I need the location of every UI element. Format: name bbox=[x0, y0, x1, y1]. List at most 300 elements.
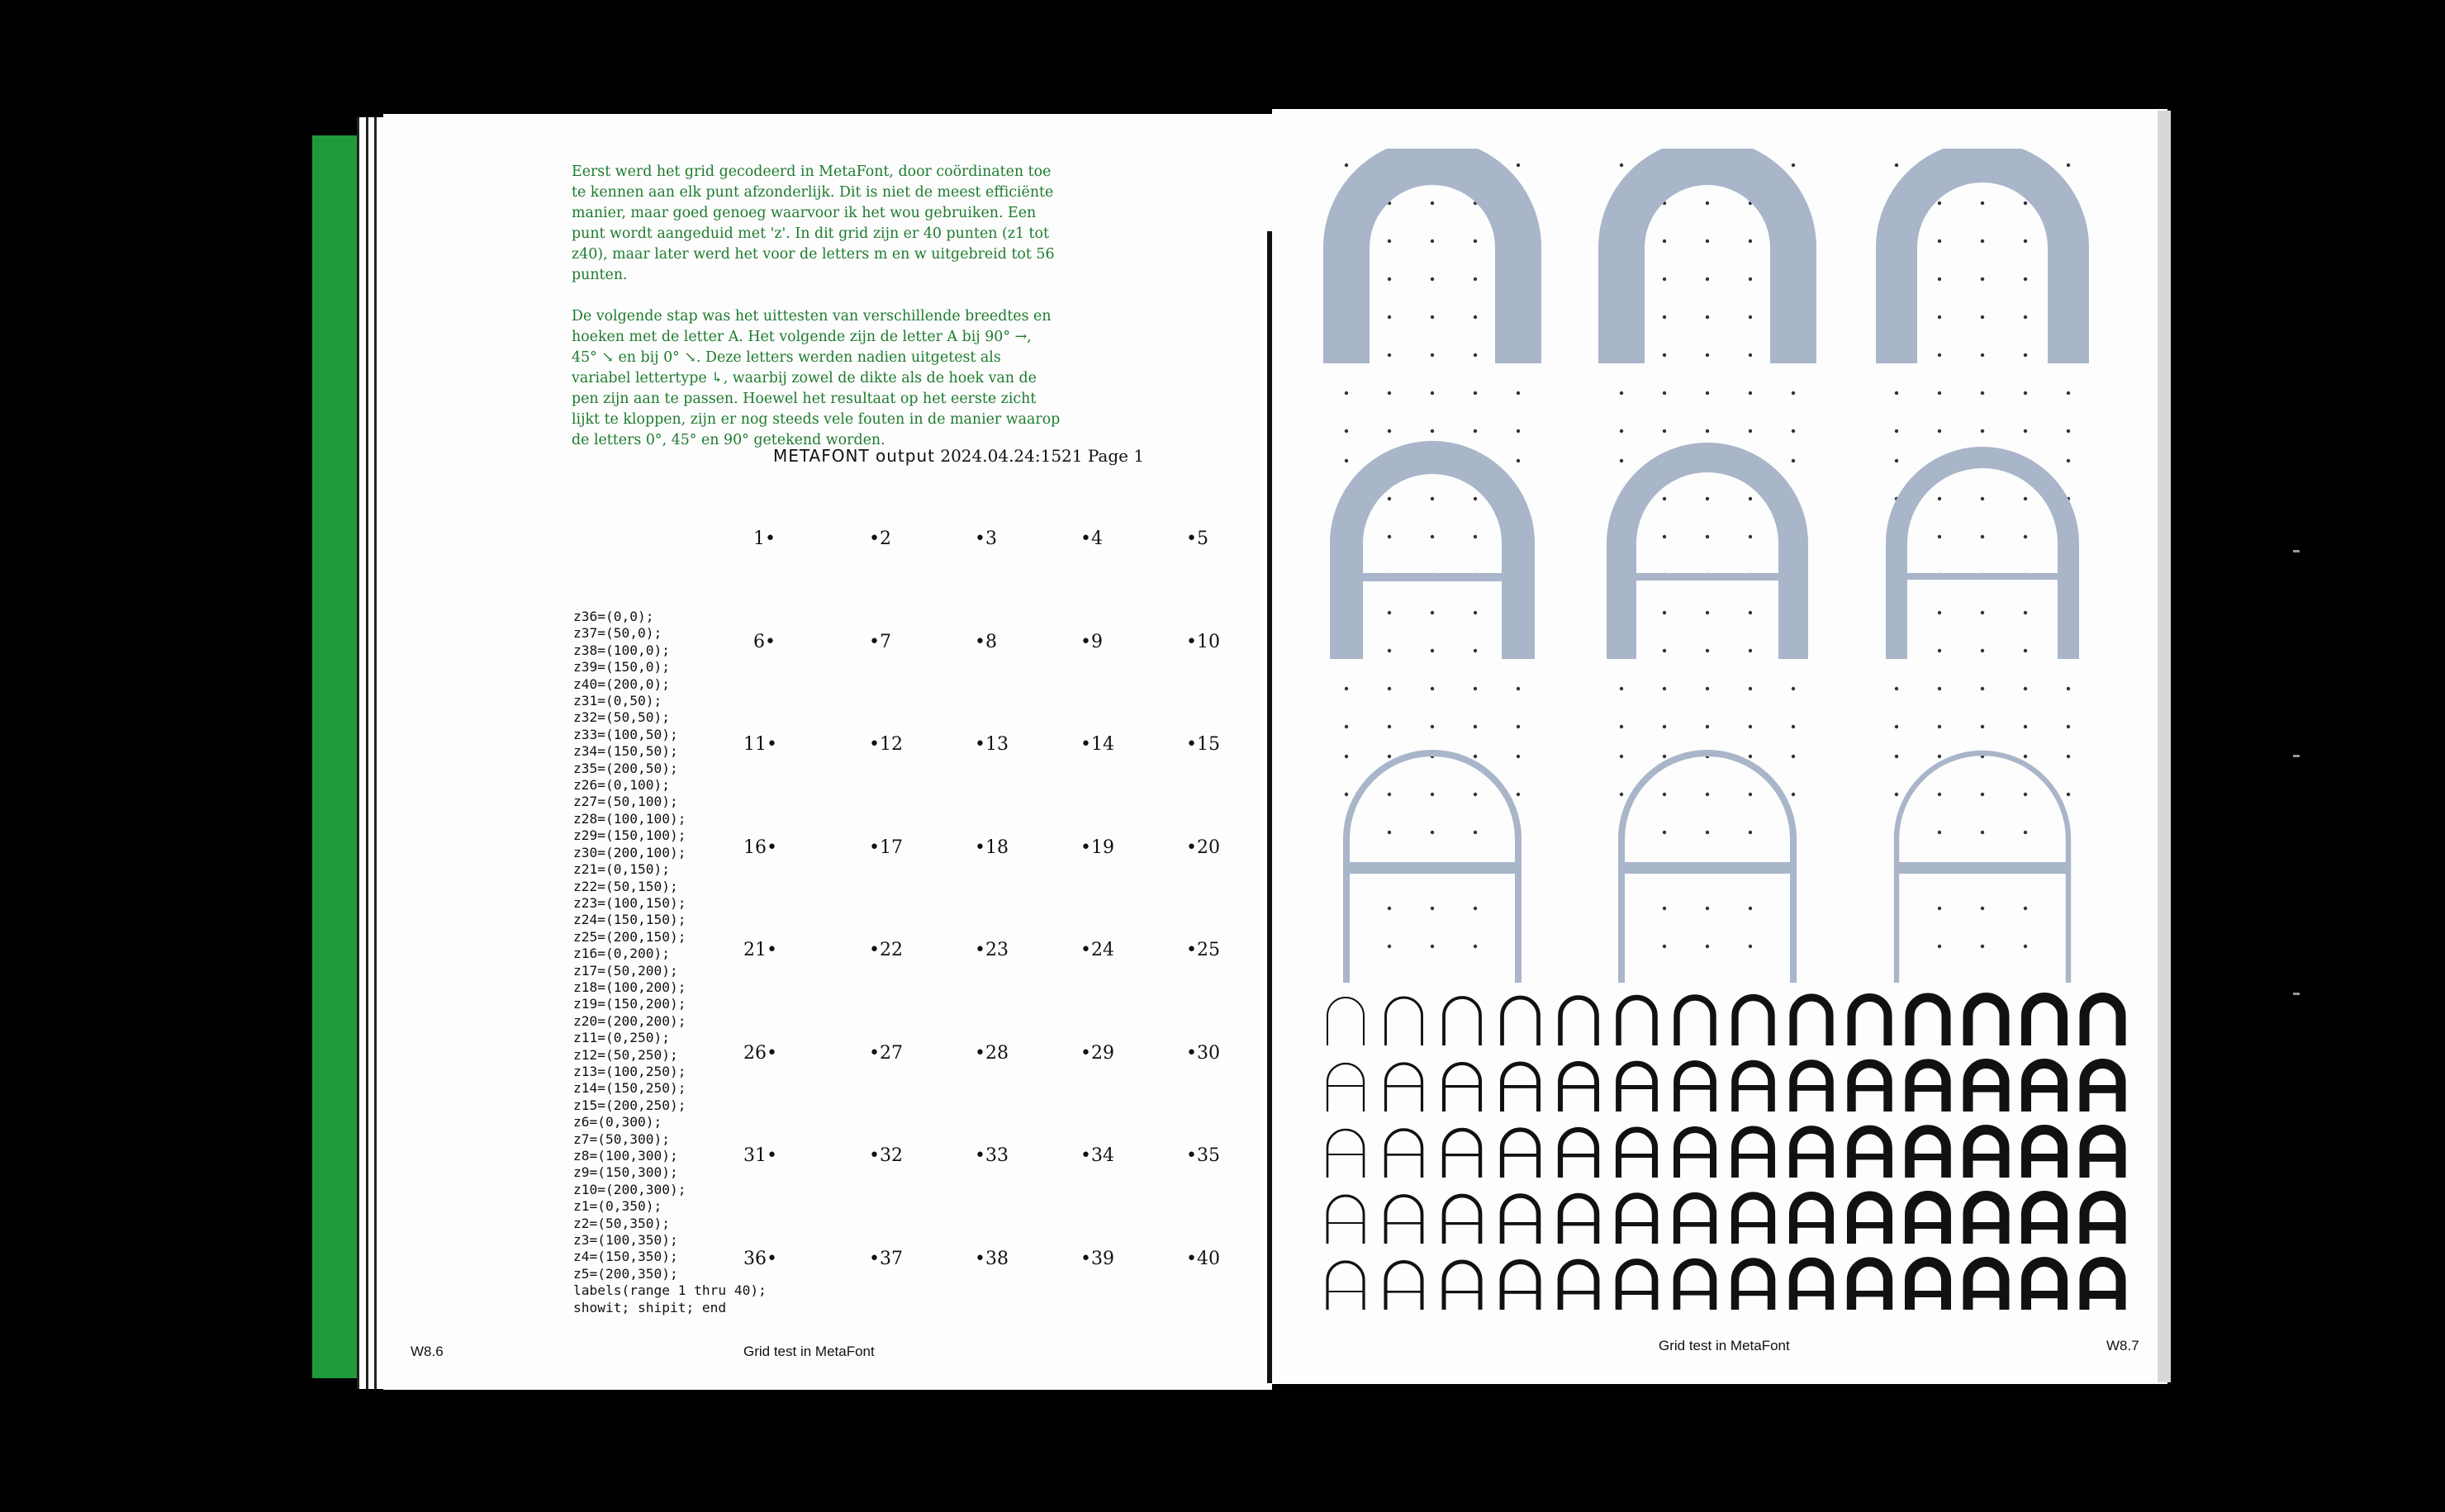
metafont-label: METAFONT output bbox=[773, 446, 935, 466]
grid-dot bbox=[1474, 755, 1477, 758]
grid-point-8: •8 bbox=[975, 631, 997, 652]
grid-dot bbox=[1517, 687, 1520, 690]
glyph-r2-c8 bbox=[1735, 1064, 1772, 1111]
grid-dot bbox=[1981, 945, 1984, 948]
grid-dot bbox=[1938, 535, 1941, 538]
metafont-output-title bbox=[773, 446, 1144, 466]
grid-point-33: •33 bbox=[975, 1145, 1009, 1166]
grid-dot bbox=[1388, 831, 1391, 834]
glyph-arch bbox=[2085, 998, 2121, 1045]
glyph-arch bbox=[1619, 998, 1655, 1045]
grid-dot bbox=[1431, 353, 1434, 357]
grid-dot bbox=[2024, 535, 2027, 538]
letter-test-r3-c3 bbox=[1895, 753, 2070, 983]
glyph-bar bbox=[1910, 1154, 1946, 1160]
grid-dot bbox=[1792, 793, 1795, 796]
grid-dot bbox=[2024, 315, 2027, 319]
crossbar bbox=[1897, 573, 2068, 580]
grid-dot bbox=[1792, 755, 1795, 758]
glyph-bar bbox=[1910, 1085, 1946, 1092]
glyph-bar bbox=[1852, 1291, 1888, 1296]
grid-dot bbox=[1431, 239, 1434, 243]
grid-dot bbox=[2024, 497, 2027, 500]
grid-dot bbox=[1981, 831, 1984, 834]
glyph-bar bbox=[1327, 1291, 1364, 1292]
glyph-arch bbox=[2026, 1196, 2063, 1244]
glyph-arch bbox=[1386, 1196, 1422, 1244]
grid-dot bbox=[1938, 793, 1941, 796]
grid-dot bbox=[1792, 725, 1795, 728]
glyph-r5-c7 bbox=[1677, 1262, 1713, 1310]
grid-dot bbox=[2067, 164, 2070, 167]
grid-dot bbox=[1895, 391, 1898, 395]
letter-test-r3-c1 bbox=[1345, 753, 1520, 983]
glyph-bar bbox=[1503, 1085, 1539, 1088]
grid-dot bbox=[1981, 725, 1984, 728]
grid-dot bbox=[1981, 649, 1984, 652]
glyph-r4-c7 bbox=[1677, 1196, 1713, 1244]
grid-dot bbox=[1474, 649, 1477, 652]
grid-dot bbox=[1895, 687, 1898, 690]
grid-dot bbox=[2067, 459, 2070, 462]
glyph-r1-c4 bbox=[1503, 998, 1539, 1045]
glyph-r3-c13 bbox=[2026, 1130, 2063, 1178]
glyph-bar bbox=[1968, 1291, 2005, 1298]
grid-point-13: •13 bbox=[975, 734, 1009, 755]
grid-dot bbox=[2067, 793, 2070, 796]
grid-dot bbox=[1663, 831, 1666, 834]
grid-point-30: •30 bbox=[1186, 1042, 1220, 1064]
crossbar bbox=[1897, 862, 2068, 874]
grid-point-40: •40 bbox=[1186, 1248, 1220, 1269]
grid-dot bbox=[1749, 391, 1752, 395]
grid-dot bbox=[1938, 353, 1941, 357]
grid-dot bbox=[1517, 725, 1520, 728]
grid-dot bbox=[1938, 497, 1941, 500]
grid-dot bbox=[2024, 611, 2027, 614]
glyph-arch bbox=[1327, 1262, 1364, 1310]
intro-paragraph-2: De volgende stap was het uittesten van verschillende breedtes en hoeken met de letter A. Het volgende zijn de letter A bij 90° →, 45° ↘ en bij 0° ↘. Deze letters werden nadien uitgetest als variabel lettertype ↳, waarbij zowel de dikte als de hoek van de pen zijn aan te passen. Hoewel het resultaat op het eerste zicht lijkt te kloppen, zijn er nog steeds vele fouten in de manier waarop de letters 0°, 45° en 90° getekend worden. bbox=[572, 308, 1061, 448]
metafont-page: Page 1 bbox=[1087, 446, 1145, 466]
grid-dot bbox=[1474, 497, 1477, 500]
glyph-r5-c12 bbox=[1968, 1262, 2005, 1310]
glyph-bar bbox=[1560, 1154, 1597, 1157]
glyph-arch bbox=[1560, 1262, 1597, 1310]
grid-dot bbox=[2024, 391, 2027, 395]
crossbar bbox=[1346, 862, 1518, 874]
glyph-arch bbox=[1503, 1262, 1539, 1310]
glyph-bar bbox=[1793, 1154, 1830, 1159]
glyph-bar bbox=[2026, 1291, 2063, 1298]
grid-dot bbox=[1706, 649, 1709, 652]
grid-dot bbox=[1749, 353, 1752, 357]
grid-dot bbox=[1938, 315, 1941, 319]
glyph-r4-c14 bbox=[2085, 1196, 2121, 1244]
grid-dot bbox=[1663, 687, 1666, 690]
glyph-arch bbox=[1503, 998, 1539, 1045]
glyph-r1-c1 bbox=[1327, 998, 1364, 1045]
grid-dot bbox=[1706, 277, 1709, 281]
arch-stroke bbox=[1897, 162, 2068, 363]
grid-dot bbox=[1792, 459, 1795, 462]
glyph-r2-c5 bbox=[1560, 1064, 1597, 1111]
glyph-bar bbox=[2026, 1085, 2063, 1093]
glyph-r1-c13 bbox=[2026, 998, 2063, 1045]
glyph-bar bbox=[1619, 1291, 1655, 1295]
glyph-arch bbox=[1386, 998, 1422, 1045]
grid-dot bbox=[1431, 497, 1434, 500]
glyph-arch bbox=[1677, 998, 1713, 1045]
grid-dot bbox=[1388, 793, 1391, 796]
glyph-arch bbox=[1852, 1196, 1888, 1244]
glyph-arch bbox=[1677, 1262, 1713, 1310]
grid-point-21: 21• bbox=[743, 940, 777, 960]
grid-dot bbox=[1474, 353, 1477, 357]
grid-dot bbox=[1938, 201, 1941, 205]
glyph-r3-c7 bbox=[1677, 1130, 1713, 1178]
glyph-bar bbox=[1677, 1085, 1713, 1090]
glyph-bar bbox=[1560, 1291, 1597, 1294]
glyph-r2-c1 bbox=[1327, 1064, 1364, 1111]
grid-dot bbox=[1345, 687, 1348, 690]
grid-dot bbox=[1749, 315, 1752, 319]
glyph-arch bbox=[1793, 1196, 1830, 1244]
grid-dot bbox=[1938, 391, 1941, 395]
glyph-bar bbox=[1793, 1222, 1830, 1228]
glyph-r4-c3 bbox=[1444, 1196, 1480, 1244]
glyph-bar bbox=[1444, 1291, 1480, 1293]
letter-test-r2-c1 bbox=[1345, 457, 1520, 728]
grid-point-9: •9 bbox=[1080, 631, 1103, 652]
glyph-bar bbox=[1677, 1222, 1713, 1227]
grid-dot bbox=[1345, 793, 1348, 796]
grid-dot bbox=[2024, 649, 2027, 652]
crossbar bbox=[1621, 862, 1793, 874]
glyph-bar bbox=[1560, 1085, 1597, 1088]
glyph-arch bbox=[1852, 1262, 1888, 1310]
folio-right-title: Grid test in MetaFont bbox=[1659, 1338, 1790, 1353]
glyph-r3-c8 bbox=[1735, 1130, 1772, 1178]
margin-tick bbox=[2293, 755, 2300, 757]
glyph-r5-c6 bbox=[1619, 1262, 1655, 1310]
grid-dot bbox=[1895, 725, 1898, 728]
glyph-bar bbox=[1386, 1085, 1422, 1088]
grid-dot bbox=[1517, 755, 1520, 758]
grid-dot bbox=[2024, 239, 2027, 243]
grid-dot bbox=[1749, 497, 1752, 500]
grid-dot bbox=[1981, 315, 1984, 319]
grid-point-12: •12 bbox=[869, 734, 903, 755]
grid-point-17: •17 bbox=[869, 837, 903, 858]
letter-test-r1-c2 bbox=[1620, 162, 1795, 433]
glyph-arch bbox=[1910, 998, 1946, 1045]
glyph-r5-c14 bbox=[2085, 1262, 2121, 1310]
grid-dot bbox=[1517, 391, 1520, 395]
grid-dot bbox=[2024, 831, 2027, 834]
glyph-r1-c6 bbox=[1619, 998, 1655, 1045]
grid-dot bbox=[1431, 611, 1434, 614]
glyph-bar bbox=[1735, 1291, 1772, 1296]
intro-paragraph-1: Eerst werd het grid gecodeerd in MetaFont, door coördinaten toe te kennen aan elk punt afzonderlijk. Dit is niet de meest efficiënte manier, maar goed genoeg waarvoor ik het wou gebruiken. Een punt wordt aangeduid met 'z'. In dit grid zijn er 40 punten (z1 tot z40), maar later werd het voor de letters m en w uitgebreid tot 56 punten. bbox=[572, 164, 1055, 283]
grid-dot bbox=[1474, 611, 1477, 614]
glyph-r4-c8 bbox=[1735, 1196, 1772, 1244]
grid-dot bbox=[1981, 277, 1984, 281]
grid-dot bbox=[1388, 277, 1391, 281]
grid-point-15: •15 bbox=[1186, 734, 1220, 755]
glyph-r4-c4 bbox=[1503, 1196, 1539, 1244]
intro-text bbox=[572, 162, 1061, 472]
grid-dot bbox=[1981, 391, 1984, 395]
grid-dot bbox=[1663, 239, 1666, 243]
grid-dot bbox=[1388, 687, 1391, 690]
grid-dot bbox=[1938, 907, 1941, 910]
glyph-r5-c4 bbox=[1503, 1262, 1539, 1310]
grid-point-26: 26• bbox=[743, 1042, 777, 1064]
arch-stroke bbox=[1621, 162, 1793, 363]
glyph-r2-c12 bbox=[1968, 1064, 2005, 1111]
glyph-bar bbox=[1735, 1085, 1772, 1090]
glyph-arch bbox=[1793, 1262, 1830, 1310]
grid-dot bbox=[2024, 725, 2027, 728]
glyph-r4-c13 bbox=[2026, 1196, 2063, 1244]
grid-dot bbox=[1620, 793, 1623, 796]
grid-point-29: •29 bbox=[1080, 1042, 1114, 1064]
grid-dot bbox=[1663, 315, 1666, 319]
grid-dot bbox=[1706, 535, 1709, 538]
grid-dot bbox=[1431, 793, 1434, 796]
glyph-arch bbox=[1444, 1262, 1480, 1310]
grid-dot bbox=[1388, 907, 1391, 910]
grid-dot bbox=[1938, 277, 1941, 281]
letter-test-r1-c1 bbox=[1345, 162, 1520, 433]
glyph-r1-c9 bbox=[1793, 998, 1830, 1045]
glyph-arch bbox=[1619, 1196, 1655, 1244]
grid-point-25: •25 bbox=[1186, 940, 1220, 960]
grid-dot bbox=[1938, 239, 1941, 243]
grid-dot bbox=[1620, 164, 1623, 167]
glyph-r4-c2 bbox=[1386, 1196, 1422, 1244]
grid-dot bbox=[1620, 429, 1623, 433]
glyph-arch bbox=[1968, 1262, 2005, 1310]
grid-dot bbox=[2024, 945, 2027, 948]
grid-point-4: •4 bbox=[1080, 528, 1103, 549]
margin-tick bbox=[2293, 550, 2300, 552]
grid-dot bbox=[1981, 611, 1984, 614]
grid-dot bbox=[1792, 391, 1795, 395]
glyph-r5-c8 bbox=[1735, 1262, 1772, 1310]
glyph-bar bbox=[1386, 1222, 1422, 1225]
grid-dot bbox=[1431, 429, 1434, 433]
glyph-r5-c2 bbox=[1386, 1262, 1422, 1310]
grid-dot bbox=[1749, 907, 1752, 910]
grid-point-23: •23 bbox=[975, 940, 1009, 960]
grid-dot bbox=[1981, 497, 1984, 500]
grid-point-19: •19 bbox=[1080, 837, 1114, 858]
glyph-r2-c3 bbox=[1444, 1064, 1480, 1111]
glyph-arch bbox=[1910, 1262, 1946, 1310]
glyph-r1-c2 bbox=[1386, 998, 1422, 1045]
arch-stroke bbox=[1897, 457, 2068, 659]
grid-dot bbox=[1938, 725, 1941, 728]
grid-dot bbox=[2067, 687, 2070, 690]
grid-dot bbox=[1981, 239, 1984, 243]
glyph-r3-c1 bbox=[1327, 1130, 1364, 1178]
grid-dot bbox=[1663, 945, 1666, 948]
glyph-r1-c5 bbox=[1560, 998, 1597, 1045]
grid-point-38: •38 bbox=[975, 1248, 1009, 1269]
grid-point-28: •28 bbox=[975, 1042, 1009, 1064]
grid-dot bbox=[2067, 725, 2070, 728]
grid-dot bbox=[1517, 459, 1520, 462]
grid-dot bbox=[2024, 793, 2027, 796]
grid-dot bbox=[1663, 429, 1666, 433]
grid-point-1: 1• bbox=[753, 528, 776, 549]
letter-test-r2-c2 bbox=[1620, 457, 1795, 728]
glyph-r5-c13 bbox=[2026, 1262, 2063, 1310]
arch-stroke bbox=[1621, 457, 1793, 659]
glyph-arch bbox=[1793, 998, 1830, 1045]
grid-dot bbox=[1431, 649, 1434, 652]
grid-dot bbox=[2024, 201, 2027, 205]
grid-dot bbox=[1749, 793, 1752, 796]
grid-dot bbox=[2024, 277, 2027, 281]
glyph-r1-c3 bbox=[1444, 998, 1480, 1045]
glyph-bar bbox=[1910, 1291, 1946, 1297]
letter-test-r2-c3 bbox=[1895, 457, 2070, 728]
grid-dot bbox=[1517, 429, 1520, 433]
grid-dot bbox=[2067, 429, 2070, 433]
grid-dot bbox=[1749, 611, 1752, 614]
right-page-edge bbox=[2158, 111, 2171, 1382]
glyph-bar bbox=[1852, 1222, 1888, 1228]
glyph-arch bbox=[1735, 1196, 1772, 1244]
glyph-bar bbox=[1503, 1154, 1539, 1157]
grid-dot bbox=[1517, 164, 1520, 167]
glyph-arch bbox=[1327, 1064, 1364, 1111]
glyph-r5-c10 bbox=[1852, 1262, 1888, 1310]
grid-dot bbox=[1938, 945, 1941, 948]
glyph-r5-c11 bbox=[1910, 1262, 1946, 1310]
glyph-arch bbox=[1503, 1196, 1539, 1244]
glyph-r2-c9 bbox=[1793, 1064, 1830, 1111]
grid-dot bbox=[1431, 687, 1434, 690]
glyph-bar bbox=[2026, 1222, 2063, 1230]
grid-dot bbox=[1431, 831, 1434, 834]
grid-dot bbox=[1749, 429, 1752, 433]
grid-dot bbox=[1474, 945, 1477, 948]
glyph-r2-c4 bbox=[1503, 1064, 1539, 1111]
glyph-r4-c5 bbox=[1560, 1196, 1597, 1244]
grid-dot bbox=[1706, 391, 1709, 395]
glyph-bar bbox=[1677, 1154, 1713, 1159]
point-grid bbox=[727, 528, 1256, 1338]
glyph-bar bbox=[1852, 1154, 1888, 1159]
grid-dot bbox=[1706, 611, 1709, 614]
grid-dot bbox=[1749, 535, 1752, 538]
grid-dot bbox=[2024, 353, 2027, 357]
grid-point-22: •22 bbox=[869, 940, 903, 960]
grid-dot bbox=[1663, 755, 1666, 758]
grid-dot bbox=[1749, 831, 1752, 834]
grid-dot bbox=[2024, 755, 2027, 758]
grid-dot bbox=[1474, 277, 1477, 281]
grid-dot bbox=[1706, 687, 1709, 690]
grid-dot bbox=[1981, 429, 1984, 433]
glyph-r4-c10 bbox=[1852, 1196, 1888, 1244]
grid-point-32: •32 bbox=[869, 1145, 903, 1166]
grid-dot bbox=[2067, 755, 2070, 758]
glyph-bar bbox=[1560, 1222, 1597, 1225]
glyph-arch bbox=[1619, 1262, 1655, 1310]
glyph-arch bbox=[1677, 1196, 1713, 1244]
glyph-bar bbox=[1968, 1085, 2005, 1093]
grid-dot bbox=[1620, 459, 1623, 462]
grid-dot bbox=[1474, 315, 1477, 319]
glyph-r1-c14 bbox=[2085, 998, 2121, 1045]
grid-dot bbox=[1895, 164, 1898, 167]
glyph-r3-c9 bbox=[1793, 1130, 1830, 1178]
grid-point-34: •34 bbox=[1080, 1145, 1114, 1166]
glyph-arch bbox=[1910, 1196, 1946, 1244]
glyph-r4-c11 bbox=[1910, 1196, 1946, 1244]
glyph-bar bbox=[1735, 1154, 1772, 1159]
grid-dot bbox=[2024, 907, 2027, 910]
glyph-r2-c11 bbox=[1910, 1064, 1946, 1111]
grid-dot bbox=[1749, 687, 1752, 690]
glyph-bar bbox=[2085, 1154, 2121, 1162]
grid-point-24: •24 bbox=[1080, 940, 1114, 960]
glyph-r2-c2 bbox=[1386, 1064, 1422, 1111]
grid-dot bbox=[2024, 687, 2027, 690]
grid-dot bbox=[1474, 239, 1477, 243]
glyph-r4-c12 bbox=[1968, 1196, 2005, 1244]
grid-dot bbox=[1706, 429, 1709, 433]
grid-dot bbox=[1474, 429, 1477, 433]
glyph-arch bbox=[1968, 1196, 2005, 1244]
glyph-arch bbox=[2085, 1196, 2121, 1244]
letter-test-r1-c3 bbox=[1895, 162, 2070, 433]
glyph-arch bbox=[1560, 1196, 1597, 1244]
grid-dot bbox=[1663, 649, 1666, 652]
page-stack bbox=[357, 117, 386, 1389]
grid-dot bbox=[1388, 649, 1391, 652]
grid-dot bbox=[1749, 649, 1752, 652]
grid-dot bbox=[1938, 831, 1941, 834]
grid-dot bbox=[1706, 315, 1709, 319]
grid-dot bbox=[1895, 755, 1898, 758]
glyph-r2-c13 bbox=[2026, 1064, 2063, 1111]
glyph-r4-c6 bbox=[1619, 1196, 1655, 1244]
grid-dot bbox=[1981, 793, 1984, 796]
grid-dot bbox=[1388, 391, 1391, 395]
grid-dot bbox=[1792, 164, 1795, 167]
glyph-r3-c14 bbox=[2085, 1130, 2121, 1178]
grid-dot bbox=[1895, 793, 1898, 796]
grid-point-3: •3 bbox=[975, 528, 997, 549]
grid-dot bbox=[1749, 277, 1752, 281]
grid-point-31: 31• bbox=[743, 1145, 777, 1166]
grid-dot bbox=[1749, 239, 1752, 243]
glyph-arch bbox=[1560, 998, 1597, 1045]
glyph-bar bbox=[1677, 1291, 1713, 1296]
grid-dot bbox=[1474, 793, 1477, 796]
glyph-arch bbox=[1444, 998, 1480, 1045]
glyph-bar bbox=[1793, 1085, 1830, 1091]
glyph-r5-c5 bbox=[1560, 1262, 1597, 1310]
grid-dot bbox=[1388, 353, 1391, 357]
glyph-bar bbox=[1327, 1154, 1364, 1155]
glyph-bar bbox=[1386, 1291, 1422, 1293]
